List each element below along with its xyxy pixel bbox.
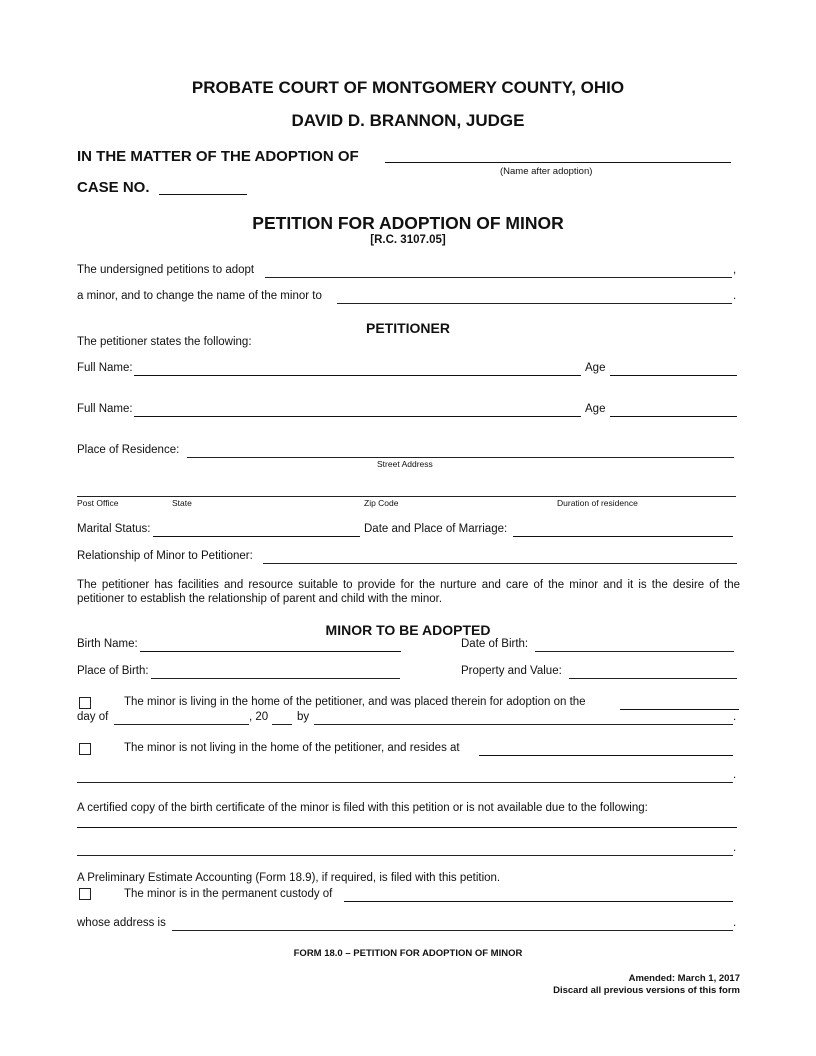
rename-label: a minor, and to change the name of the minor to <box>77 290 322 302</box>
petitioner-states: The petitioner states the following: <box>77 336 252 348</box>
resides-at-field-2[interactable] <box>77 768 733 782</box>
full-name-line-2 <box>134 416 581 417</box>
permanent-custody-checkbox[interactable] <box>79 888 91 900</box>
relationship-line <box>263 563 737 564</box>
court-title: PROBATE COURT OF MONTGOMERY COUNTY, OHIO <box>191 78 625 97</box>
zip-code-caption: Zip Code <box>364 498 399 508</box>
placed-by-period: . <box>733 711 737 723</box>
property-label: Property and Value: <box>461 665 562 677</box>
placed-by-field[interactable] <box>314 710 733 724</box>
birth-name-line <box>140 651 401 652</box>
petition-title: PETITION FOR ADOPTION OF MINOR <box>252 213 564 233</box>
duration-line <box>685 496 736 497</box>
pob-field[interactable] <box>151 664 400 678</box>
street-address-field[interactable] <box>187 443 734 457</box>
birth-name-label: Birth Name: <box>77 638 138 650</box>
birth-cert-reason-line-2 <box>77 855 733 856</box>
street-address-caption: Street Address <box>377 459 433 469</box>
property-line <box>569 678 737 679</box>
full-name-field-2[interactable] <box>134 402 581 416</box>
adopt-comma: , <box>733 264 737 276</box>
dob-label: Date of Birth: <box>461 638 529 650</box>
facilities-statement: The petitioner has facilities and resource suitable to provide for the nurture and care of the minor and it is the desire of the petitioner to establish the relationship of parent and child with the minor. <box>77 579 740 605</box>
relationship-field[interactable] <box>263 549 737 563</box>
birth-name-field[interactable] <box>140 637 401 651</box>
marriage-field[interactable] <box>513 522 733 536</box>
marital-status-label: Marital Status: <box>77 523 151 535</box>
street-address-line <box>187 457 734 458</box>
birth-cert-reason-field-2[interactable] <box>77 841 733 855</box>
case-no-line <box>159 194 247 195</box>
amended-date: Amended: March 1, 2017 <box>628 973 740 984</box>
age-line-2 <box>610 416 737 417</box>
year-field[interactable] <box>272 710 292 724</box>
adopt-field[interactable] <box>265 263 732 277</box>
adoptee-name-line <box>385 162 731 163</box>
discard-notice: Discard all previous versions of this form <box>553 985 740 996</box>
resides-at-line <box>479 755 733 756</box>
address-line <box>172 930 733 931</box>
day-of-label: day of <box>77 711 109 723</box>
resides-at-line-2 <box>77 782 733 783</box>
case-no-field[interactable] <box>159 180 247 194</box>
full-name-label-2: Full Name: <box>77 403 133 415</box>
duration-caption: Duration of residence <box>557 498 638 508</box>
accounting-text: A Preliminary Estimate Accounting (Form 18.9), if required, is filed with this petition. <box>77 872 501 884</box>
matter-label: IN THE MATTER OF THE ADOPTION OF <box>77 148 359 165</box>
age-label-1: Age <box>585 362 606 374</box>
age-line-1 <box>610 375 737 376</box>
birth-cert-reason-line-1 <box>77 827 737 828</box>
post-office-state-zip-field[interactable] <box>77 482 736 496</box>
adoptee-name-field[interactable] <box>385 148 731 162</box>
rename-line <box>337 303 732 304</box>
rename-period: . <box>733 290 737 302</box>
marital-status-field[interactable] <box>153 522 360 536</box>
address-field[interactable] <box>172 916 733 930</box>
permanent-custody-text: The minor is in the permanent custody of <box>124 888 333 900</box>
rename-field[interactable] <box>337 289 732 303</box>
full-name-label-1: Full Name: <box>77 362 133 374</box>
property-field[interactable] <box>569 664 737 678</box>
pob-label: Place of Birth: <box>77 665 149 677</box>
month-line <box>114 724 249 725</box>
resides-at-period: . <box>733 769 737 781</box>
living-in-home-checkbox[interactable] <box>79 697 91 709</box>
marriage-line <box>513 536 733 537</box>
year-prefix: , 20 <box>249 711 269 723</box>
pob-line <box>151 678 400 679</box>
name-after-adoption-caption: (Name after adoption) <box>500 166 593 177</box>
not-living-in-home-checkbox[interactable] <box>79 743 91 755</box>
full-name-field-1[interactable] <box>134 361 581 375</box>
resides-at-field[interactable] <box>479 741 733 755</box>
placed-by-line <box>314 724 733 725</box>
living-in-home-text: The minor is living in the home of the petitioner, and was placed therein for adoption on the <box>124 696 586 708</box>
custody-line <box>344 901 733 902</box>
marriage-label: Date and Place of Marriage: <box>364 523 508 535</box>
year-line <box>272 724 292 725</box>
custody-field[interactable] <box>344 887 733 901</box>
dob-field[interactable] <box>535 637 734 651</box>
birth-cert-period: . <box>733 842 737 854</box>
placement-date-field[interactable] <box>620 695 739 709</box>
address-label: whose address is <box>77 917 166 929</box>
statute-reference: [R.C. 3107.05] <box>370 234 446 246</box>
adopt-label: The undersigned petitions to adopt <box>77 264 255 276</box>
address-period: . <box>733 917 737 929</box>
residence-label: Place of Residence: <box>77 444 180 456</box>
age-field-2[interactable] <box>610 402 737 416</box>
judge-name: DAVID D. BRANNON, JUDGE <box>291 111 525 130</box>
post-office-line <box>77 496 685 497</box>
petitioner-heading: PETITIONER <box>365 320 450 336</box>
full-name-line-1 <box>134 375 581 376</box>
minor-heading: MINOR TO BE ADOPTED <box>325 622 491 638</box>
dob-line <box>535 651 734 652</box>
birth-cert-reason-field-1[interactable] <box>77 813 737 827</box>
not-living-in-home-text: The minor is not living in the home of the petitioner, and resides at <box>124 742 460 754</box>
post-office-caption: Post Office <box>77 498 119 508</box>
case-no-label: CASE NO. <box>77 179 150 196</box>
state-caption: State <box>172 498 192 508</box>
by-label: by <box>297 711 310 723</box>
birth-certificate-text: A certified copy of the birth certificate of the minor is filed with this petition or is not available due to the following: <box>77 802 648 814</box>
adopt-line <box>265 277 732 278</box>
marital-status-line <box>153 536 360 537</box>
month-field[interactable] <box>114 710 249 724</box>
age-label-2: Age <box>585 403 606 415</box>
relationship-label: Relationship of Minor to Petitioner: <box>77 550 253 562</box>
form-name: FORM 18.0 – PETITION FOR ADOPTION OF MINOR <box>293 948 523 959</box>
age-field-1[interactable] <box>610 361 737 375</box>
